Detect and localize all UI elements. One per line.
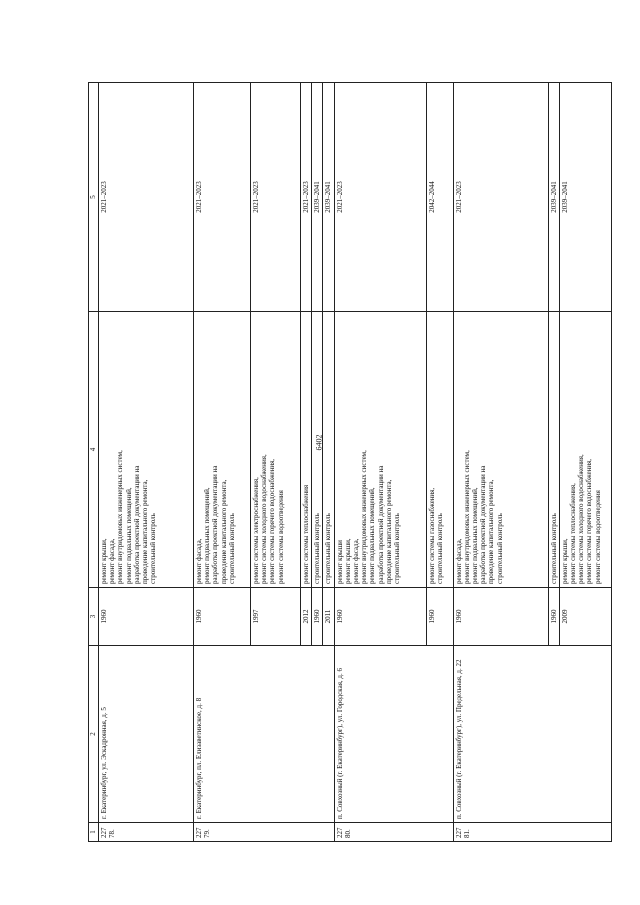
work-item: ремонт фасада, [351, 538, 360, 584]
work-item: строительный контроль [435, 513, 444, 584]
work-item: ремонт системы газоснабжения, [427, 487, 436, 584]
work-item: ремонт фасада, [454, 538, 463, 584]
year-cell: 2011 [323, 588, 334, 646]
year-cell: 1960 [426, 588, 453, 646]
work-item: строительный контроль [392, 513, 401, 584]
work-item: проведение капитального ремонта, [219, 479, 228, 584]
work-item: разработка проектной документации на [211, 465, 220, 584]
period-cell: 2021–2023 [334, 83, 426, 312]
table-row [453, 83, 548, 842]
page-number: 6402 [314, 434, 324, 451]
table-row [99, 83, 194, 842]
period-cell: 2021–2023 [99, 83, 194, 312]
work-item: ремонт фасада, [195, 538, 203, 584]
row-address: п. Совхозный (г. Екатеринбург), ул. Предельная, д. 22 [453, 646, 611, 823]
work-item: разработка проектной документации на [132, 465, 141, 584]
work-item: ремонт подвальных помещений, [368, 487, 377, 584]
work-item: разработка проектной документации на [376, 465, 385, 584]
work-item: ремонт крыши, [560, 538, 569, 584]
row-address: п. Совхозный (г. Екатеринбург), ул. Городская, д. 6 [334, 646, 453, 823]
work-item: строительный контроль [313, 513, 322, 584]
work-item: ремонт крыши, [100, 538, 108, 584]
work-item: ремонт системы холодного водоснабжения, [577, 454, 586, 584]
period-cell: 2021–2023 [453, 83, 548, 312]
work-item: разработка проектной документации на [479, 465, 488, 584]
year-cell: 2012 [301, 588, 312, 646]
work-item: ремонт системы холодного водоснабжения, [260, 454, 269, 584]
work-item: ремонт системы горячего водоснабжения, [585, 458, 594, 584]
works-cell [251, 312, 301, 588]
period-cell: 2039–2041 [323, 83, 334, 312]
work-item: ремонт крыши [335, 540, 344, 584]
row-number: 22781. [453, 823, 611, 842]
works-cell [99, 312, 194, 588]
period-cell: 2039–2041 [559, 83, 611, 312]
work-item: ремонт системы водоотведения [276, 490, 285, 584]
row-address: г. Екатеринбург, ул. Эскадронная, д. 5 [99, 646, 194, 823]
work-item: строительный контроль [495, 513, 504, 584]
header-cell: 3 [89, 588, 99, 646]
works-cell [301, 312, 312, 588]
work-item: ремонт системы водоотведения [593, 490, 602, 584]
work-item: ремонт внутридомовых инженерных систем, [360, 450, 369, 584]
capital-repair-table [88, 82, 612, 842]
work-item: ремонт крыши, [343, 538, 352, 584]
header-cell: 5 [89, 83, 99, 312]
works-cell [312, 312, 323, 588]
row-number: 22778. [99, 823, 194, 842]
works-cell [453, 312, 548, 588]
work-item: ремонт подвальных помещений, [203, 487, 212, 584]
work-item: строительный контроль [324, 513, 333, 584]
table-row [194, 83, 251, 842]
works-cell [323, 312, 334, 588]
header-row [89, 83, 99, 842]
year-cell: 1960 [453, 588, 548, 646]
header-cell: 1 [89, 823, 99, 842]
period-cell: 2021–2023 [251, 83, 301, 312]
work-item: ремонт системы горячего водоснабжения, [268, 458, 277, 584]
work-item: строительный контроль [149, 513, 158, 584]
rotated-table-container [88, 83, 602, 842]
work-item: проведение капитального ремонта, [487, 479, 496, 584]
work-item: ремонт системы электроснабжения, [252, 477, 260, 584]
works-cell [334, 312, 426, 588]
work-item: проведение капитального ремонта, [140, 479, 149, 584]
table-body [99, 83, 612, 842]
works-cell [426, 312, 453, 588]
year-cell: 1960 [312, 588, 323, 646]
works-cell [194, 312, 251, 588]
work-item: ремонт внутридомовых инженерных систем, [462, 450, 471, 584]
works-cell [548, 312, 559, 588]
year-cell: 2009 [559, 588, 611, 646]
row-number: 22780. [334, 823, 453, 842]
work-item: ремонт системы теплоснабжения [302, 484, 310, 584]
work-item: ремонт внутридомовых инженерных систем, [116, 450, 125, 584]
header-cell: 2 [89, 646, 99, 823]
work-item: ремонт системы теплоснабжения, [568, 483, 577, 584]
period-cell: 2021–2023 [194, 83, 251, 312]
work-item: строительный контроль [549, 513, 558, 584]
year-cell: 1960 [334, 588, 426, 646]
work-item: ремонт подвальных помещений, [124, 487, 133, 584]
header-cell: 4 [89, 312, 99, 588]
period-cell: 2021–2023 [301, 83, 312, 312]
year-cell: 1960 [194, 588, 251, 646]
row-number: 22779. [194, 823, 335, 842]
row-address: г. Екатеринбург, пл. Елизаветинское, д. 8 [194, 646, 335, 823]
work-item: строительный контроль [227, 513, 236, 584]
work-item: ремонт подвальных помещений, [470, 487, 479, 584]
year-cell: 1997 [251, 588, 301, 646]
works-cell [559, 312, 611, 588]
work-item: ремонт фасада, [108, 538, 117, 584]
table-row [334, 83, 426, 842]
period-cell: 2042–2044 [426, 83, 453, 312]
period-cell: 2039–2041 [548, 83, 559, 312]
year-cell: 1960 [548, 588, 559, 646]
work-item: проведение капитального ремонта, [384, 479, 393, 584]
year-cell: 1960 [99, 588, 194, 646]
period-cell: 2039–2041 [312, 83, 323, 312]
